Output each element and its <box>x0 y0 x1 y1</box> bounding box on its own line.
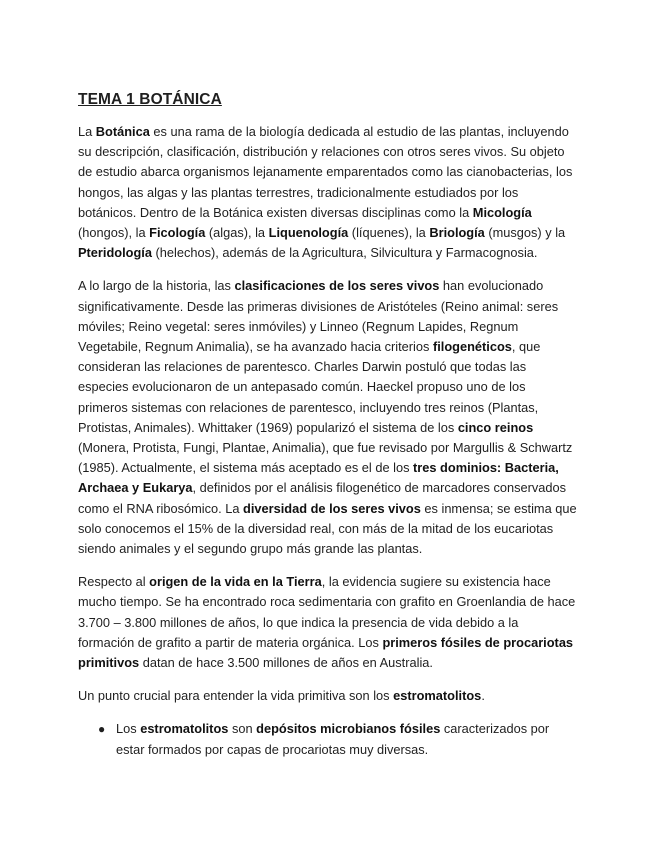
bold-term: estromatolitos <box>393 688 482 704</box>
list-item <box>78 719 577 759</box>
paragraph-intro: La Botánica es una rama de la biología dedicada al estudio de las plantas, incluyendo su descripción, clasificación, distribución y relaciones con otros seres vivos. Su objeto de estudio abarca organismos lejanamente emparentados como las cianobacterias, los hongos, las algas y las plantas terrestres, tradicionalmente estudiados por los botánicos. Dentro de la Botánica existen diversas disciplinas como la Micología (hongos), la Ficología (algas), la Liquenología (líquenes), la Briología (musgos) y la Pteridología (helechos), además de la Agricultura, Silvicultura y Farmacognosia. <box>78 124 573 261</box>
list-item-text: Los estromatolitos son depósitos microbianos fósiles caracterizados por estar formados por capas de procariotas muy diversas. <box>116 721 550 757</box>
bold-term: Ficología <box>149 225 206 241</box>
bold-term: Botánica <box>95 124 150 139</box>
bold-term: Briología <box>429 225 485 241</box>
bold-term: tres dominios: Bacteria, Archaea y Eukarya <box>78 460 559 496</box>
paragraph-stromatolites: Un punto crucial para entender la vida primitiva son los estromatolitos. <box>78 688 485 704</box>
bullet-list <box>78 719 577 759</box>
bold-term: Micología <box>472 204 532 220</box>
bold-term: primeros fósiles de procariotas primitivos <box>78 634 574 671</box>
bold-term: clasificaciones de los seres vivos <box>234 278 440 294</box>
paragraph-origin-of-life: Respecto al origen de la vida en la Tierra, la evidencia sugiere su existencia hace mucho tiempo. Se ha encontrado roca sedimentaria con grafito en Groenlandia de hace 3.700 – 3.800 millones de años, lo que indica la presencia de vida debido a la formación de grafito a partir de materia orgánica. Los primeros fósiles de procariotas primitivos datan de hace 3.500 millones de años en Australia. <box>78 574 576 671</box>
document-title: TEMA 1 BOTÁNICA <box>78 91 222 108</box>
bold-term: origen de la vida en la Tierra <box>149 574 322 590</box>
bullet-icon: ● <box>98 722 106 737</box>
bold-term: estromatolitos <box>140 721 229 737</box>
bold-term: cinco reinos <box>457 419 534 435</box>
bold-term: diversidad de los seres vivos <box>243 500 421 516</box>
paragraph-classification: A lo largo de la historia, las clasificaciones de los seres vivos han evolucionado significativamente. Desde las primeras divisiones de Aristóteles (Reino animal: seres móviles; Reino vegetal: seres inmóviles) y Linneo (Regnum Lapides, Regnum Vegetabile, Regnum Animalia), se ha avanzado hacia criterios filogenéticos, que consideran las relaciones de parentesco. Charles Darwin postuló que todas las especies evolucionaron de un antepasado común. Haeckel propuso uno de los primeros sistemas con relaciones de parentesco, incluyendo tres reinos (Plantas, Protistas, Animales). Whittaker (1969) popularizó el sistema de los cinco reinos (Monera, Protista, Fungi, Plantae, Animalia), que fue revisado por Margullis & Schwartz (1985). Actualmente, el sistema más aceptado es el de los tres dominios: Bacteria, Archaea y Eukarya, definidos por el análisis filogenético de marcadores conservados como el RNA ribosómico. La diversidad de los seres vivos es inmensa; se estima que solo conocemos el 15% de la diversidad real, con más de la mitad de los eucariotas siendo animales y el segundo grupo más grande las plantas. <box>78 278 577 557</box>
bold-term: filogenéticos <box>432 339 512 355</box>
bold-term: Pteridología <box>78 245 152 261</box>
bold-term: Liquenología <box>268 225 349 241</box>
bold-term: depósitos microbianos fósiles <box>256 721 441 737</box>
